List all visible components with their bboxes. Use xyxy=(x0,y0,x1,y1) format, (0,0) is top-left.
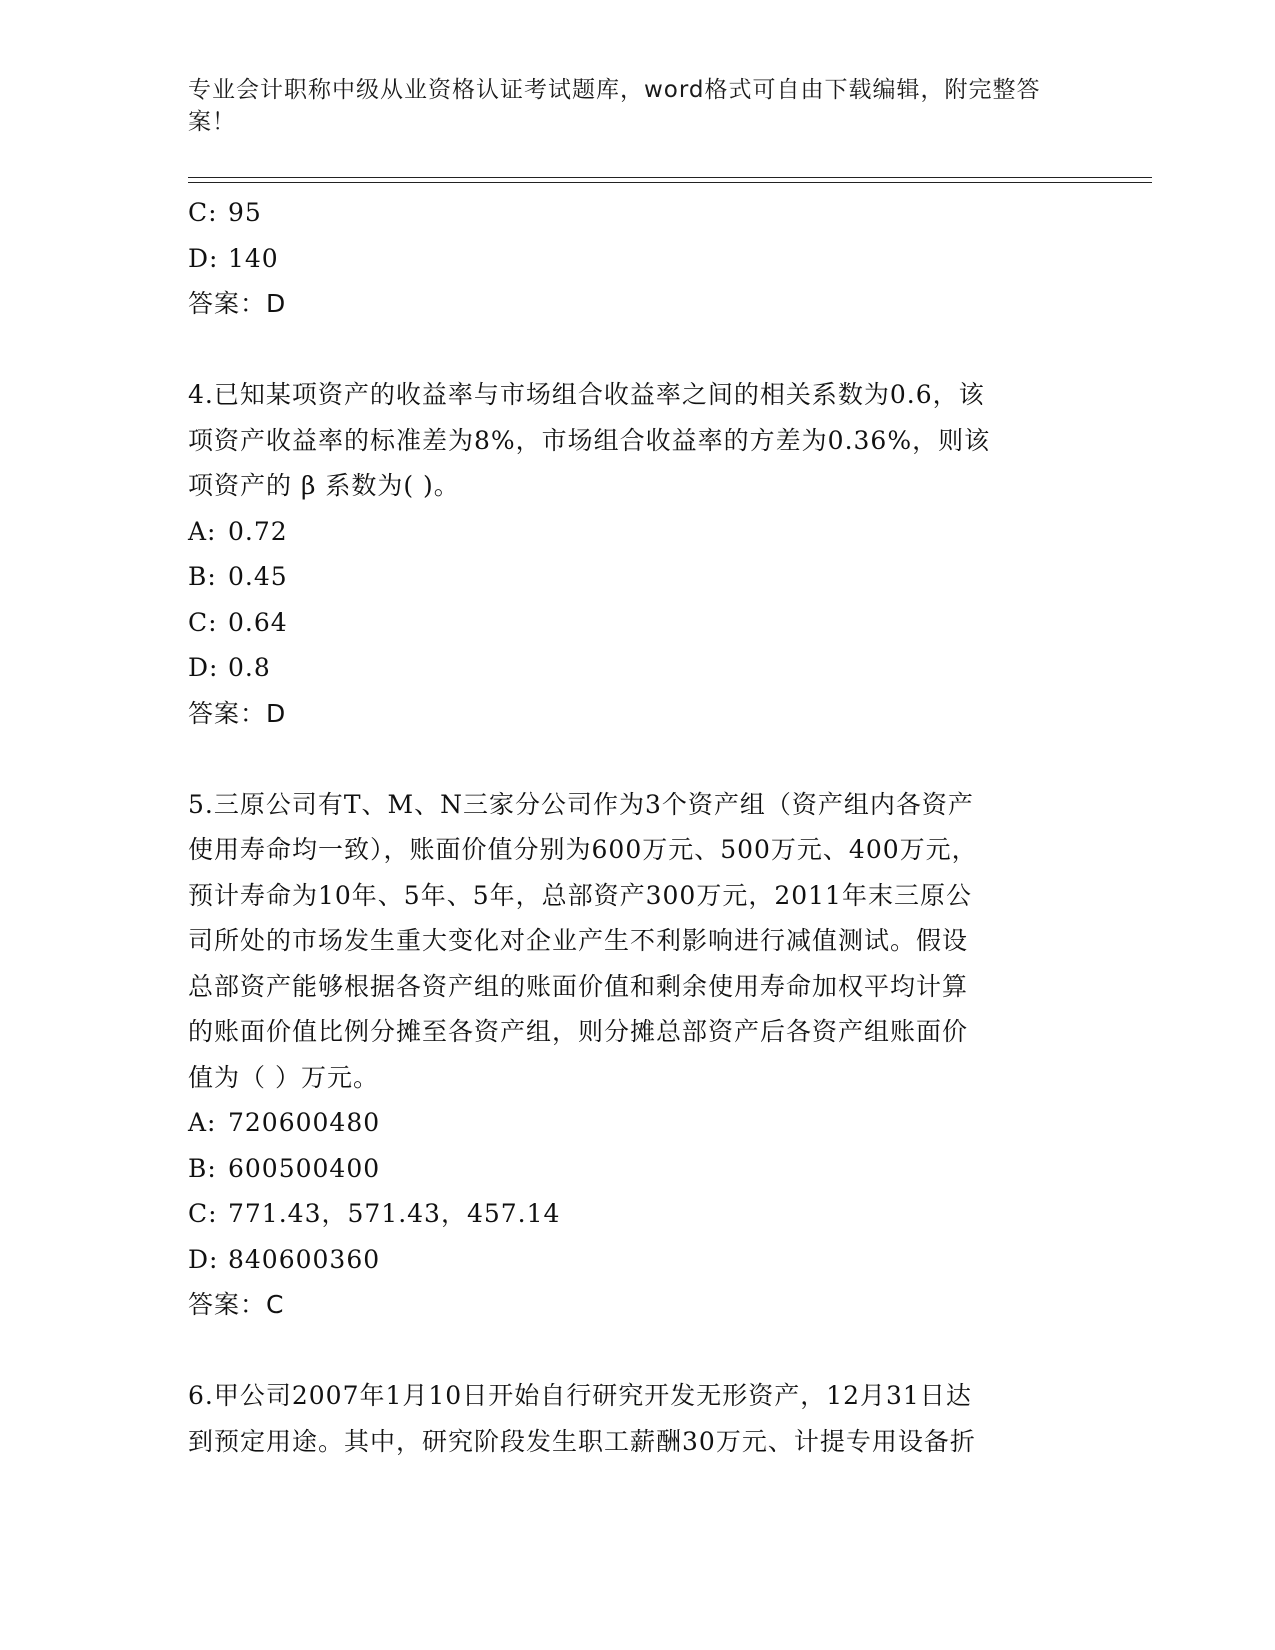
question-text-line: 预计寿命为10年、5年、5年，总部资产300万元，2011年末三原公 xyxy=(188,880,972,910)
question-text-line: 项资产的 β 系数为( )。 xyxy=(188,471,460,500)
option-d: D: 840600360 xyxy=(188,1244,381,1274)
option-b: B: 600500400 xyxy=(188,1153,381,1183)
option-a: A: 720600480 xyxy=(188,1108,381,1137)
answer-line: 答案：C xyxy=(188,1290,285,1319)
option-c: C: 0.64 xyxy=(188,607,288,637)
option-d: D: 0.8 xyxy=(188,653,271,682)
answer-line: 答案：D xyxy=(188,289,287,318)
question-text-line: 的账面价值比例分摊至各资产组，则分摊总部资产后各资产组账面价 xyxy=(188,1017,969,1046)
question-text-line: 6.甲公司2007年1月10日开始自行研究开发无形资产，12月31日达 xyxy=(188,1381,972,1410)
question-3-tail xyxy=(188,190,1088,327)
question-text-line: 项资产收益率的标准差为8%，市场组合收益率的方差为0.36%，则该 xyxy=(188,425,991,455)
option-d: D: 140 xyxy=(188,243,279,273)
question-text-line: 司所处的市场发生重大变化对企业产生不利影响进行减值测试。假设 xyxy=(188,926,969,955)
question-text-line: 4.已知某项资产的收益率与市场组合收益率之间的相关系数为0.6，该 xyxy=(188,380,985,409)
header-text: 专业会计职称中级从业资格认证考试题库，word格式可自由下载编辑，附完整答案！ xyxy=(188,77,1041,135)
question-text-line: 使用寿命均一致），账面价值分别为600万元、500万元、400万元， xyxy=(188,835,978,864)
question-6 xyxy=(188,1373,1088,1464)
answer-line: 答案：D xyxy=(188,698,287,728)
spacer xyxy=(188,1328,1088,1374)
option-a: A: 0.72 xyxy=(188,516,288,546)
question-text-line: 值为（ ）万元。 xyxy=(188,1062,379,1092)
document-body xyxy=(188,190,1088,1464)
spacer xyxy=(188,327,1088,373)
header-rule-top xyxy=(188,177,1152,178)
document-header xyxy=(188,74,1068,138)
option-c: C: 95 xyxy=(188,198,262,227)
question-text-line: 5.三原公司有T、M、N三家分公司作为3个资产组（资产组内各资产 xyxy=(188,789,974,819)
option-b: B: 0.45 xyxy=(188,562,288,591)
header-rule-bottom xyxy=(188,182,1152,183)
question-text-line: 到预定用途。其中，研究阶段发生职工薪酬30万元、计提专用设备折 xyxy=(188,1426,976,1456)
question-text-line: 总部资产能够根据各资产组的账面价值和剩余使用寿命加权平均计算 xyxy=(188,971,969,1001)
spacer xyxy=(188,736,1088,782)
question-5 xyxy=(188,782,1088,1328)
option-c: C: 771.43，571.43，457.14 xyxy=(188,1199,561,1228)
question-4 xyxy=(188,372,1088,736)
